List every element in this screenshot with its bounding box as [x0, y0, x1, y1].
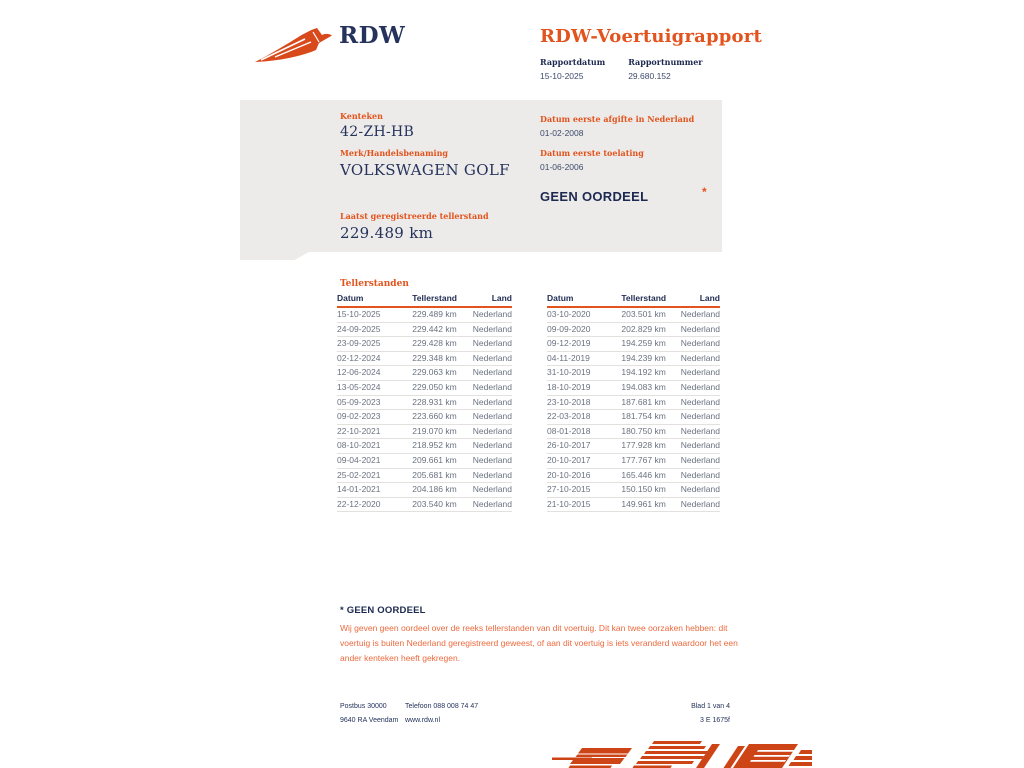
table-cell: Nederland	[468, 337, 512, 352]
table-row	[547, 380, 720, 395]
table-cell: Nederland	[677, 337, 720, 352]
table-cell: 26-10-2017	[547, 439, 621, 454]
table-cell: 09-09-2020	[547, 322, 621, 337]
merk-label: Merk/Handelsbenaming	[340, 148, 449, 158]
toelating-field	[540, 148, 644, 172]
table-cell: 22-10-2021	[337, 424, 412, 439]
table-row	[337, 322, 512, 337]
table-cell: Nederland	[677, 468, 720, 483]
table-cell: 20-10-2016	[547, 468, 621, 483]
summary-box-tail	[240, 252, 309, 260]
table-row	[337, 380, 512, 395]
table-cell: Nederland	[468, 322, 512, 337]
table-cell: 209.661 km	[412, 453, 468, 468]
table-row	[547, 439, 720, 454]
table-cell: 08-01-2018	[547, 424, 621, 439]
table-cell: 203.501 km	[621, 307, 676, 322]
table-cell: Nederland	[468, 380, 512, 395]
table-cell: 23-09-2025	[337, 337, 412, 352]
table-cell: 219.070 km	[412, 424, 468, 439]
footer-postbus: Postbus 30000	[340, 703, 387, 710]
table-cell: Nederland	[468, 468, 512, 483]
table-row	[337, 307, 512, 322]
footer-address	[340, 700, 398, 728]
table-row	[547, 337, 720, 352]
table-cell: 12-06-2024	[337, 366, 412, 381]
laatste-tellerstand-field	[340, 211, 489, 242]
merk-value: VOLKSWAGEN GOLF	[340, 161, 510, 179]
vehicle-summary-box	[240, 100, 722, 252]
table-cell: 04-11-2019	[547, 351, 621, 366]
table-cell: Nederland	[468, 453, 512, 468]
table-cell: Nederland	[468, 439, 512, 454]
table-cell: Nederland	[677, 351, 720, 366]
table-cell: Nederland	[677, 410, 720, 425]
table-row	[337, 395, 512, 410]
table-row	[547, 424, 720, 439]
table-row	[547, 351, 720, 366]
table-header-row	[337, 291, 512, 307]
table-row	[337, 410, 512, 425]
table-cell: 150.150 km	[621, 483, 676, 498]
table-cell: 181.754 km	[621, 410, 676, 425]
table-row	[547, 395, 720, 410]
table-cell: 229.050 km	[412, 380, 468, 395]
kenteken-label: Kenteken	[340, 111, 383, 121]
table-cell: 229.489 km	[412, 307, 468, 322]
table-cell: 22-12-2020	[337, 497, 412, 512]
table-cell: 09-04-2021	[337, 453, 412, 468]
table-cell: 223.660 km	[412, 410, 468, 425]
table-row	[337, 439, 512, 454]
footer-form-code: 3 E 1675f	[700, 717, 730, 724]
table-cell: Nederland	[468, 366, 512, 381]
table-header-row	[547, 291, 720, 307]
table-cell: 203.540 km	[412, 497, 468, 512]
table-cell: 18-10-2019	[547, 380, 621, 395]
laatste-tellerstand-value: 229.489 km	[340, 224, 434, 242]
table-row	[547, 483, 720, 498]
table-row	[547, 453, 720, 468]
table-row	[547, 410, 720, 425]
table-row	[547, 497, 720, 512]
table-row	[337, 337, 512, 352]
table-cell: 08-10-2021	[337, 439, 412, 454]
report-date-label: Rapportdatum	[540, 57, 606, 67]
footer-contact	[405, 700, 478, 728]
table-cell: Nederland	[677, 307, 720, 322]
table-cell: 15-10-2025	[337, 307, 412, 322]
table-cell: 204.186 km	[412, 483, 468, 498]
tellerstanden-table-right	[547, 291, 720, 512]
rdw-stripes-art	[552, 737, 812, 768]
table-row	[337, 366, 512, 381]
table-cell: 13-05-2024	[337, 380, 412, 395]
report-date-block	[540, 57, 605, 81]
table-cell: Nederland	[677, 424, 720, 439]
table-cell: 31-10-2019	[547, 366, 621, 381]
col-header-land: Land	[677, 291, 720, 307]
table-cell: Nederland	[468, 424, 512, 439]
table-cell: 20-10-2017	[547, 453, 621, 468]
table-cell: Nederland	[468, 497, 512, 512]
kenteken-value: 42-ZH-HB	[340, 124, 415, 140]
afgifte-field	[540, 114, 694, 138]
table-cell: Nederland	[677, 497, 720, 512]
table-row	[337, 483, 512, 498]
table-cell: Nederland	[677, 483, 720, 498]
table-row	[337, 497, 512, 512]
table-row	[337, 468, 512, 483]
report-meta	[540, 57, 726, 81]
table-cell: 194.192 km	[621, 366, 676, 381]
table-cell: 09-02-2023	[337, 410, 412, 425]
col-header-datum: Datum	[337, 291, 412, 307]
report-number-label: Rapportnummer	[628, 57, 703, 67]
table-cell: Nederland	[677, 380, 720, 395]
footer-page-number: Blad 1 van 4	[691, 703, 730, 710]
tellerstanden-table-left	[337, 291, 512, 512]
table-cell: Nederland	[468, 410, 512, 425]
table-cell: 194.239 km	[621, 351, 676, 366]
col-header-tellerstand: Tellerstand	[621, 291, 676, 307]
table-cell: 149.961 km	[621, 497, 676, 512]
afgifte-label: Datum eerste afgifte in Nederland	[540, 114, 695, 124]
table-cell: 180.750 km	[621, 424, 676, 439]
table-row	[337, 453, 512, 468]
table-cell: 05-09-2023	[337, 395, 412, 410]
laatste-tellerstand-label: Laatst geregistreerde tellerstand	[340, 211, 489, 221]
table-cell: 02-12-2024	[337, 351, 412, 366]
table-cell: 22-03-2018	[547, 410, 621, 425]
col-header-datum: Datum	[547, 291, 621, 307]
report-date-value: 15-10-2025	[540, 71, 584, 81]
report-number-block	[628, 57, 702, 81]
merk-field	[340, 148, 510, 179]
table-cell: 229.348 km	[412, 351, 468, 366]
table-cell: 194.259 km	[621, 337, 676, 352]
table-cell: 229.428 km	[412, 337, 468, 352]
table-cell: 09-12-2019	[547, 337, 621, 352]
table-cell: Nederland	[677, 366, 720, 381]
table-cell: Nederland	[677, 322, 720, 337]
report-number-value: 29.680.152	[628, 71, 671, 81]
table-cell: Nederland	[677, 395, 720, 410]
footer-pageinfo	[560, 700, 730, 728]
table-cell: Nederland	[468, 483, 512, 498]
table-cell: 187.681 km	[621, 395, 676, 410]
table-cell: 24-09-2025	[337, 322, 412, 337]
col-header-land: Land	[468, 291, 512, 307]
table-cell: 177.767 km	[621, 453, 676, 468]
table-cell: 202.829 km	[621, 322, 676, 337]
table-cell: 218.952 km	[412, 439, 468, 454]
table-cell: 14-01-2021	[337, 483, 412, 498]
toelating-label: Datum eerste toelating	[540, 148, 644, 158]
table-cell: 177.928 km	[621, 439, 676, 454]
logo-brand-text: RDW	[339, 22, 406, 49]
table-cell: 25-02-2021	[337, 468, 412, 483]
table-cell: Nederland	[677, 453, 720, 468]
table-cell: 205.681 km	[412, 468, 468, 483]
table-row	[547, 322, 720, 337]
document-title: RDW-Voertuigrapport	[540, 26, 762, 47]
table-row	[337, 351, 512, 366]
table-cell: 21-10-2015	[547, 497, 621, 512]
table-cell: 229.063 km	[412, 366, 468, 381]
footer-phone: Telefoon 088 008 74 47	[405, 703, 479, 710]
table-cell: Nederland	[468, 351, 512, 366]
rdw-logo	[253, 24, 405, 68]
verdict-text: GEEN OORDEEL	[540, 189, 649, 204]
table-row	[337, 424, 512, 439]
table-cell: 03-10-2020	[547, 307, 621, 322]
table-row	[547, 366, 720, 381]
table-row	[547, 468, 720, 483]
footnote-title: * GEEN OORDEEL	[340, 605, 426, 616]
table-cell: Nederland	[677, 439, 720, 454]
table-cell: 229.442 km	[412, 322, 468, 337]
table-cell: 27-10-2015	[547, 483, 621, 498]
footnote-body: Wij geven geen oordeel over de reeks tellerstanden van dit voertuig. Dit kan twee oorzaken hebben: dit voertuig is buiten Nederland geregistreerd geweest, of aan dit voertuig is iets veranderd waardoor het een ander kenteken heeft gekregen.	[340, 623, 738, 663]
verdict-asterisk: *	[702, 185, 707, 199]
footer-website: www.rdw.nl	[405, 717, 441, 724]
table-cell: 228.931 km	[412, 395, 468, 410]
rdw-wing-icon	[253, 24, 333, 68]
table-cell: 165.446 km	[621, 468, 676, 483]
afgifte-value: 01-02-2008	[540, 128, 584, 138]
table-cell: 23-10-2018	[547, 395, 621, 410]
table-row	[547, 307, 720, 322]
table-cell: 194.083 km	[621, 380, 676, 395]
col-header-tellerstand: Tellerstand	[412, 291, 468, 307]
footer-city: 9640 RA Veendam	[340, 717, 399, 724]
table-cell: Nederland	[468, 307, 512, 322]
toelating-value: 01-06-2006	[540, 162, 584, 172]
tellerstanden-title: Tellerstanden	[340, 279, 409, 289]
table-cell: Nederland	[468, 395, 512, 410]
kenteken-field	[340, 111, 414, 140]
